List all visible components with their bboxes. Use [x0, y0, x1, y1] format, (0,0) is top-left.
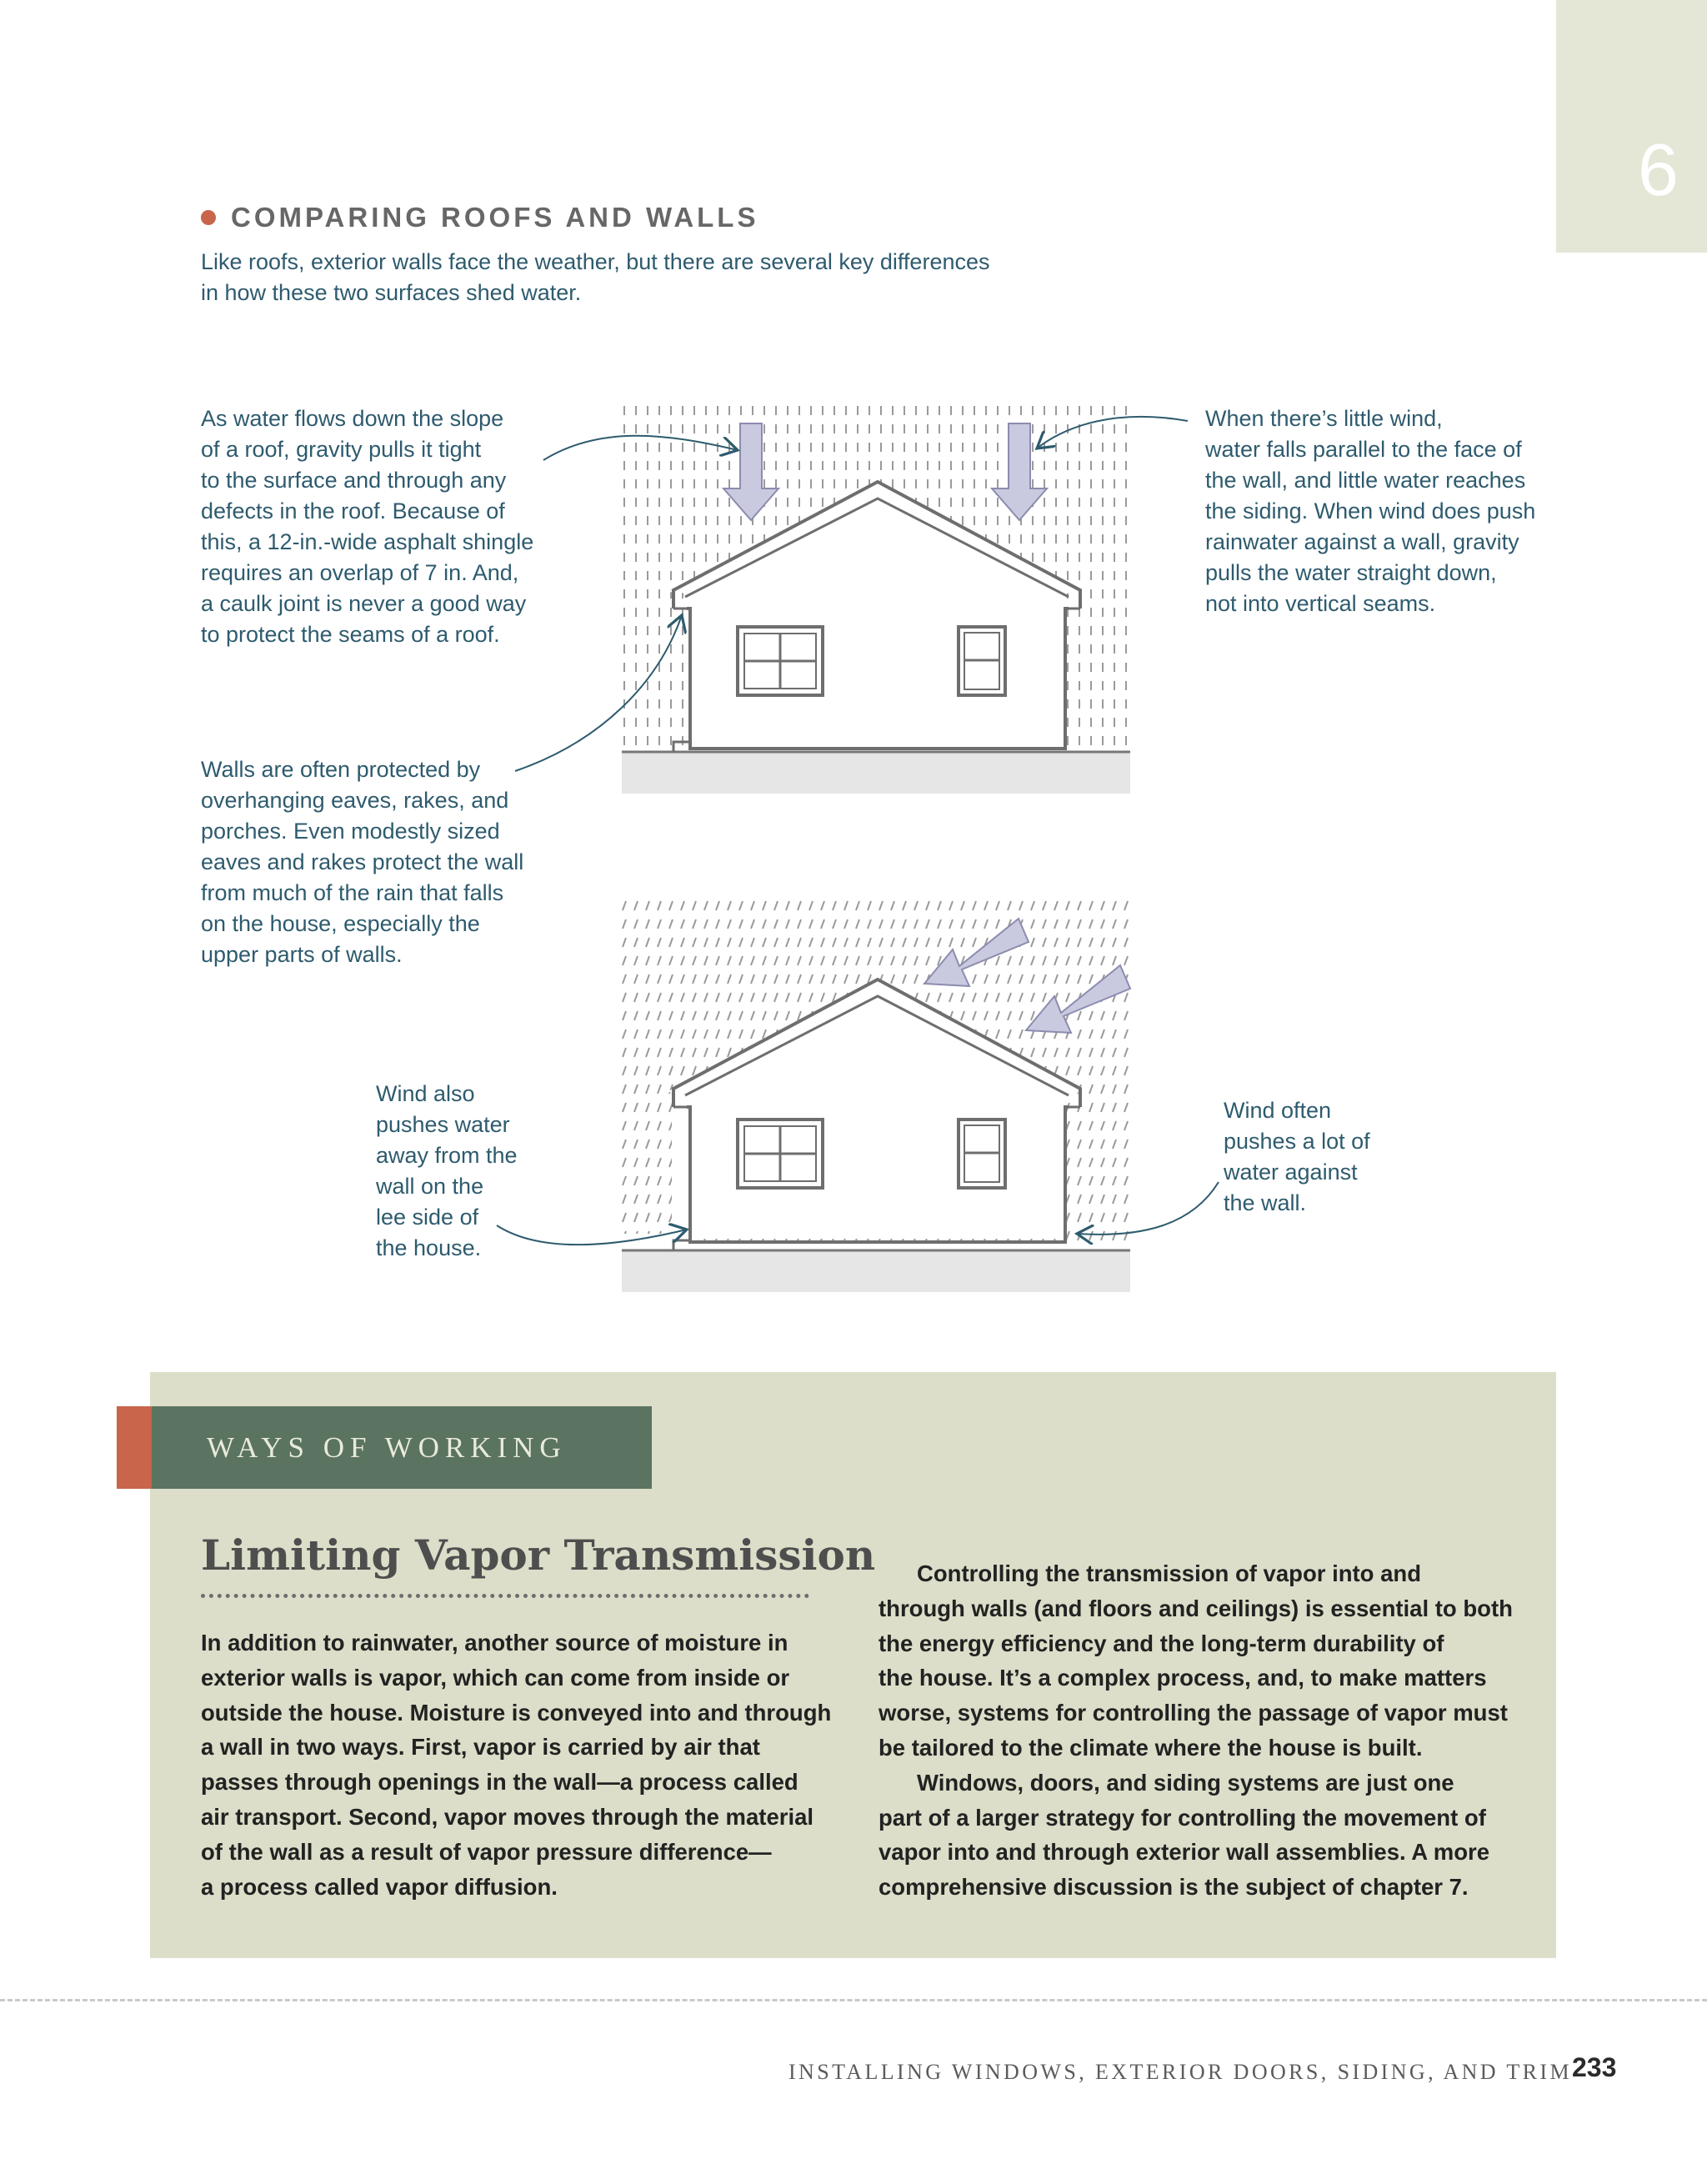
body-line: vapor into and through exterior wall assemblies. A more [879, 1839, 1489, 1866]
caption-line: a caulk joint is never a good way [201, 591, 527, 616]
panel-tab-label: WAYS OF WORKING [207, 1430, 567, 1464]
caption-line: upper parts of walls. [201, 942, 403, 967]
body-line: part of a larger strategy for controlling the movement of [879, 1804, 1486, 1831]
bottom-house [622, 899, 1130, 1292]
section-heading-text: COMPARING ROOFS AND WALLS [231, 202, 759, 233]
body-line: be tailored to the climate where the house is built. [879, 1734, 1423, 1761]
caption-line: not into vertical seams. [1205, 591, 1436, 616]
body-line: the energy efficiency and the long-term durability of [879, 1630, 1444, 1656]
body-line: In addition to rainwater, another source of moisture in [201, 1630, 788, 1656]
caption-line: to the surface and through any [201, 468, 507, 493]
ground [622, 1250, 1130, 1292]
caption-line: overhanging eaves, rakes, and [201, 788, 509, 813]
caption-line: eaves and rakes protect the wall [201, 849, 524, 874]
body-line: of the wall as a result of vapor pressure difference— [201, 1838, 772, 1865]
intro-line: in how these two surfaces shed water. [201, 280, 582, 305]
caption-line: Wind also [376, 1081, 475, 1106]
caption-eaves [201, 754, 523, 970]
caption-line: wall on the [376, 1174, 484, 1199]
body-line: through walls (and floors and ceilings) is essential to both [879, 1595, 1513, 1621]
caption-line: When there’s little wind, [1205, 406, 1443, 431]
caption-line: pushes a lot of [1224, 1129, 1370, 1154]
panel-left-column [201, 1625, 831, 1904]
chapter-number: 6 [1638, 128, 1679, 211]
caption-line: As water flows down the slope [201, 406, 504, 431]
body-line: worse, systems for controlling the passage of vapor must [879, 1700, 1508, 1726]
body-line: a process called vapor diffusion. [201, 1873, 558, 1900]
panel-tab-accent [117, 1406, 152, 1489]
caption-line: this, a 12-in.-wide asphalt shingle [201, 529, 534, 554]
window-right [959, 1120, 1005, 1188]
caption-line: on the house, especially the [201, 911, 480, 936]
caption-line: water against [1224, 1160, 1358, 1185]
title-divider [201, 1594, 809, 1598]
caption-line: of a roof, gravity pulls it tight [201, 437, 482, 462]
caption-line: pulls the water straight down, [1205, 560, 1497, 585]
window-left [738, 1120, 823, 1188]
caption-line: pushes water [376, 1112, 510, 1137]
body-line: air transport. Second, vapor moves through the material [201, 1803, 814, 1830]
body-line: a wall in two ways. First, vapor is carried by air that [201, 1734, 760, 1761]
caption-line: to protect the seams of a roof. [201, 622, 500, 647]
caption-line: water falls parallel to the face of [1205, 437, 1522, 462]
caption-line: requires an overlap of 7 in. And, [201, 560, 519, 585]
panel-title: Limiting Vapor Transmission [201, 1530, 876, 1580]
body-line: Windows, doors, and siding systems are just one [917, 1769, 1454, 1796]
intro-line: Like roofs, exterior walls face the weather, but there are several key differences [201, 249, 990, 274]
caption-line: the siding. When wind does push [1205, 498, 1536, 523]
body-line: passes through openings in the wall—a process called [201, 1769, 798, 1796]
caption-line: from much of the rain that falls [201, 880, 504, 905]
caption-line: rainwater against a wall, gravity [1205, 529, 1519, 554]
caption-line: Wind often [1224, 1098, 1332, 1123]
cut-line-divider [0, 1999, 1707, 2001]
caption-line: porches. Even modestly sized [201, 819, 500, 844]
window-right [959, 627, 1005, 695]
body-line: the house. It’s a complex process, and, to make matters [879, 1665, 1487, 1691]
caption-line: defects in the roof. Because of [201, 498, 505, 523]
caption-little-wind [1205, 403, 1535, 619]
running-footer: INSTALLING WINDOWS, EXTERIOR DOORS, SIDING, AND TRIM [788, 2060, 1573, 2084]
caption-lee-side [376, 1079, 518, 1264]
window-left [738, 627, 823, 695]
caption-windward [1224, 1095, 1370, 1219]
panel-tab [152, 1406, 652, 1489]
body-line: exterior walls is vapor, which can come from inside or [201, 1664, 790, 1691]
body-line: Controlling the transmission of vapor into and [917, 1560, 1422, 1586]
body-line: comprehensive discussion is the subject of chapter 7. [879, 1874, 1469, 1901]
page-number: 233 [1572, 2052, 1617, 2082]
panel-right-column [879, 1556, 1513, 1905]
caption-line: away from the [376, 1143, 518, 1168]
body-line: outside the house. Moisture is conveyed into and through [201, 1699, 832, 1726]
top-house [622, 405, 1130, 794]
caption-roof-slope [201, 403, 533, 650]
caption-line: the wall. [1224, 1190, 1307, 1215]
caption-line: the house. [376, 1235, 482, 1260]
caption-line: lee side of [376, 1205, 479, 1230]
caption-line: Walls are often protected by [201, 757, 481, 782]
ground [622, 752, 1130, 794]
caption-line: the wall, and little water reaches [1205, 468, 1526, 493]
